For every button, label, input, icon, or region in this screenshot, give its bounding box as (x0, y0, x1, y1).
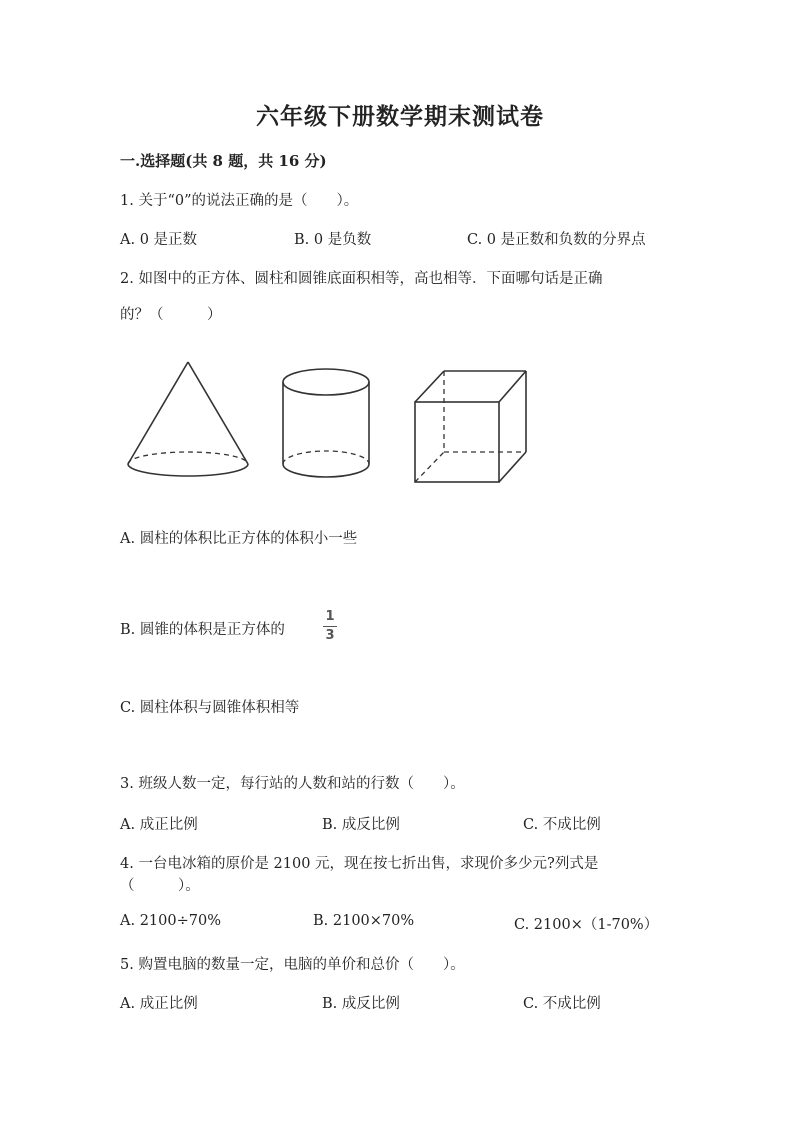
question-4-option-c: C. 2100×（1-70%） (514, 917, 659, 933)
page-title: 六年级下册数学期末测试卷 (256, 103, 544, 130)
fraction-one-third (322, 610, 338, 643)
question-2-stem-line-1: 2. 如图中的正方体、圆柱和圆锥底面积相等，高也相等．下面哪句话是正确 (120, 271, 603, 287)
question-1-option-a: A. 0 是正数 (120, 232, 198, 248)
question-5-stem: 5. 购置电脑的数量一定，电脑的单价和总价（ ）。 (120, 957, 465, 973)
fraction-bar (323, 626, 337, 627)
question-1-stem: 1. 关于“0”的说法正确的是（ ）。 (120, 193, 359, 209)
question-5-option-c: C. 不成比例 (523, 996, 601, 1012)
question-2-option-c: C. 圆柱体积与圆锥体积相等 (120, 700, 300, 716)
section-heading: 一.选择题(共 8 题，共 16 分) (120, 152, 327, 170)
question-4-stem-line-1: 4. 一台电冰箱的原价是 2100 元，现在按七折出售，求现价多少元?列式是 (120, 856, 599, 872)
cube-icon (410, 366, 532, 488)
question-2-stem-line-2: 的？（ ） (120, 307, 222, 323)
question-4-stem-line-2: （ ）。 (120, 878, 200, 894)
cylinder-icon (278, 362, 374, 484)
question-2-option-a: A. 圆柱的体积比正方体的体积小一些 (120, 531, 358, 547)
question-3-option-b: B. 成反比例 (322, 817, 400, 833)
fraction-numerator: 1 (325, 609, 335, 624)
question-2-option-b: B. 圆锥的体积是正方体的 (120, 622, 285, 638)
fraction-denominator: 3 (325, 628, 335, 643)
question-3-option-a: A. 成正比例 (120, 817, 198, 833)
question-5-option-a: A. 成正比例 (120, 996, 198, 1012)
cone-icon (122, 358, 254, 480)
question-3-option-c: C. 不成比例 (523, 817, 601, 833)
question-4-option-a: A. 2100÷70% (120, 913, 221, 929)
question-5-option-b: B. 成反比例 (322, 996, 400, 1012)
question-4-option-b: B. 2100×70% (313, 913, 415, 929)
question-3-stem: 3. 班级人数一定，每行站的人数和站的行数（ ）。 (120, 776, 465, 792)
question-1-option-b: B. 0 是负数 (294, 232, 372, 248)
question-1-option-c: C. 0 是正数和负数的分界点 (467, 232, 646, 248)
